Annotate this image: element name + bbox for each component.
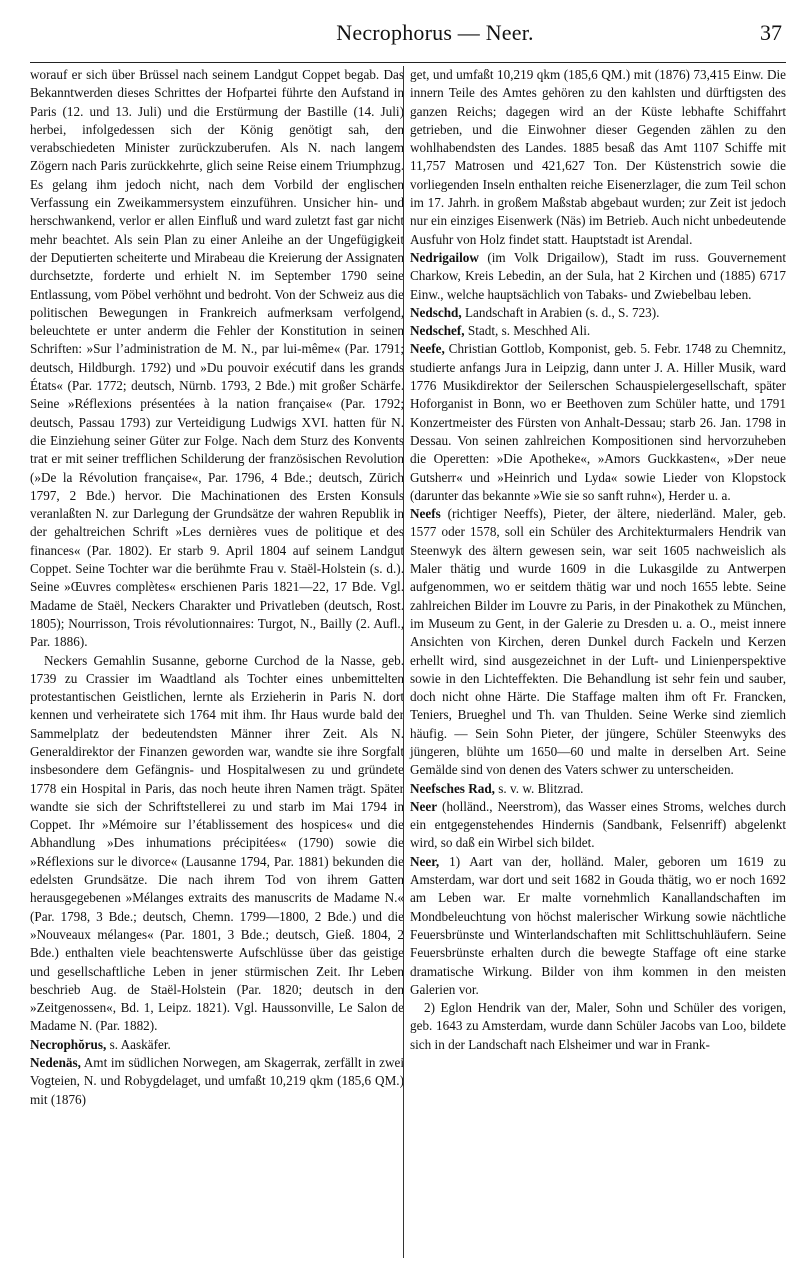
entry-text: s. v. w. Blitzrad. — [494, 780, 584, 796]
right-column — [410, 66, 786, 1054]
entry-lemma: Neefs — [410, 506, 441, 522]
entry-nedschef — [410, 322, 786, 340]
entry-nedrigailow — [410, 249, 786, 304]
paragraph-eglon-neer: 2) Eglon Hendrik van der, Maler, Sohn und Schüler des vorigen, geb. 1643 zu Amsterdam, wurde dann Schüler Jacobs van Loo, bildete sich in der Landschaft nach Elsheimer und war in Frank- — [410, 1000, 786, 1052]
entry-text: s. Aaskäfer. — [106, 1036, 171, 1052]
entry-text: Stadt, s. Meschhed Ali. — [464, 323, 591, 339]
entry-lemma: Neer, — [410, 853, 440, 869]
entry-text: Christian Gottlob, Komponist, geb. 5. Febr. 1748 zu Chemnitz, studierte anfangs Jura in Leipzig, dann unter J. A. Hiller Musik, ward 1776 Musikdirektor der Seilerschen Schauspielergesellschaft, später Hoforganist in Bonn, wo er Beethoven zum Schüler hatte, und 1791 Konzertmeister des Fürsten von Anhalt-Dessau; starb 26. Jan. 1798 in Dessau. Von seinen zahlreichen Kompositionen sind hervorzuheben die Operetten: »Die Apotheke«, »Amors Guckkasten«, »Der neue Gutsherr« und »Heinrich und Lyda« sowie Lieder von Klopstock (darunter das bekannte »Wie sie so sanft ruhn«), Herder u. a. — [410, 341, 786, 503]
entry-lemma: Neefsches Rad, — [410, 780, 495, 796]
entry-text: 1) Aart van der, holländ. Maler, geboren um 1619 zu Amsterdam, war dort und seit 1682 in Gouda thätig, wo er noch 1692 am Leben war. Er malte vornehmlich Kanallandschaften im Mondbeleuchtung von höchst malerischer Wirkung sowie nächtliche Feuersbrünste und Winterlandschaften mit Schlittschuhläufern. Seine Feuersbrünste erhalten durch die bewegte Staffage oft eine starke dramatische Wirkung. Bilder von ihm kommen in den meisten Galerien vor. — [410, 853, 786, 997]
entry-lemma: Neefe, — [410, 341, 445, 357]
entry-neer-stream — [410, 798, 786, 853]
entry-lemma: Necrophŏrus, — [30, 1036, 107, 1052]
paragraph-nedenas-continuation: get, und umfaßt 10,219 qkm (185,6 QM.) mit (1876) 73,415 Einw. Die innern Teile des Amtes gehören zu den kahlsten und dürftigsten des ganzen Reichs; dagegen wird an der Küste lebhafte Schiffahrt getrieben, und die Einwohner dieser Gegenden zählen zu den wohlhabendsten des Landes. 1885 besaß das Amt 1107 Schiffe mit 11,757 Matrosen und 421,627 Ton. Der Küstenstrich sowie die vorliegenden Inseln enthalten reiche Eisenerzlager, die zum Teil schon im 17. Jahrh. in großem Maßstab abgebaut wurden; zur Zeit ist jedoch nur ein einziges Eisenwerk (Näs) im Betrieb. Auch nicht unbedeutende Ausfuhr von Holz findet statt. Hauptstadt ist Arendal. — [410, 67, 786, 247]
entry-nedenas — [30, 1054, 404, 1109]
page-number: 37 — [760, 20, 782, 45]
paragraph-susanne-necker: Neckers Gemahlin Susanne, geborne Curchod de la Nasse, geb. 1739 zu Crassier im Waadtland als Tochter eines unbemittelten protestantischen Geistlichen, lernte als Erzieherin in Paris N. dort kennen und verheiratete sich 1764 mit ihm. Ihr Haus wurde bald der Sammelplatz der bedeutendsten Männer ihrer Zeit. Als N. Generaldirektor der Finanzen geworden war, wandte sie ihre Sorgfalt insbesondere dem Gefängnis- und Hospitalwesen zu und gründete 1778 ein Hospital in Paris, das noch heute ihren Namen trägt. Später wandte sie sich der Schriftstellerei zu und starb im Mai 1794 in Coppet. Ihr »Mémoire sur l’établissement des hospices« und die Abhandlung »Des inhumations précipitées« (1790) sowie die »Réflexions sur le divorce« (Lausanne 1794, Par. 1881) bekunden die edelsten Grundsätze. Die nach ihrem Tod von ihrem Gatten herausgegebenen »Mélanges extraits des manuscrits de Madame N.« (Par. 1798, 3 Bde.; deutsch, Chemn. 1799—1800, 2 Bde.) und die »Nouveaux mélanges« (Par. 1801, 3 Bde.; deutsch, Gieß. 1804, 2 Bde.) enthalten viele beachtenswerte Aufschlüsse über das geistige und gesellschaftliche Leben in jener stürmischen Zeit. Ihr Leben beschrieb Aug. de Staël-Holstein (Par. 1820; deutsch in den »Zeitgenossen«, Bd. 1, Leipz. 1821). Vgl. Haussonville, Le Salon de Madame N. (Par. 1882). — [30, 652, 404, 1034]
entry-lemma: Nedenäs, — [30, 1055, 81, 1071]
paragraph-necker-continuation: worauf er sich über Brüssel nach seinem Landgut Coppet begab. Das Bekanntwerden dieses Schrittes der Hofpartei führte den Aufstand in Paris (12. und 13. Juli) und die Erstürmung der Bastille (14. Juli) herbei, infolgedessen sich der König genötigt sah, den verabschiedeten Minister zurückzuberufen. Als N. nach langem Zögern nach Paris zurückkehrte, glich seine Reise einem Triumphzug. Es gelang ihm jedoch nicht, nach dem Vorbild der englischen Verfassung ein Zweikammersystem einzuführen. Unsicher hin- und herschwankend, verlor er allen Einfluß und ward zuletzt fast gar nicht mehr beachtet. Als sein Plan zu einer Anleihe an der Ungefügigkeit der Deputierten scheiterte und Mirabeau die Kreierung der Assignaten durchsetzte, forderte und erhielt N. im September 1790 seine Entlassung, vom Pöbel verhöhnt und bedroht. Von der Schweiz aus die politischen Bewegungen in Frankreich aufmerksam verfolgend, beleuchtete er unter anderm die Fehler der Konstitution in seinen Schriften: »Sur l’administration de M. N., par lui-même« (Par. 1791; deutsch, Hildburgh. 1792) und »Du pouvoir exécutif dans les grands États« (Par. 1772; deutsch, Nürnb. 1793, 2 Bde.) mit großer Schärfe. Seine »Réflexions présentées à la nation française« (Par. 1792; deutsch, Passau 1793) zur Verteidigung Ludwigs XVI. hatten für N. die Einziehung seiner Güter zur Folge. Nach dem Sturz des Konvents trat er mit seiner trefflichen Schilderung der französischen Revolution (»De la Révolution française«, Par. 1796, 4 Bde.; deutsch, Zürich 1797, 2 Bde.) hervor. Die Machinationen des Ersten Konsuls veranlaßten N. zur Darlegung der Grundsätze der wahren Republik in der gehaltreichen Schrift »Les dernières vues de politique et des finances« (Par. 1802). Er starb 9. April 1804 auf seinem Landgut Coppet. Seine Tochter war die berühmte Frau v. Staël-Holstein (s. d.). Seine »Œuvres complètes« erschienen Paris 1821—22, 17 Bde. Vgl. Madame de Staël, Neckers Charakter und Privatleben (deutsch, Rost. 1805); Nourrisson, Trois révolutionnaires: Turgot, N., Bailly (2. Aufl., Par. 1886). — [30, 67, 404, 650]
entry-text: Amt im südlichen Norwegen, am Skagerrak, zerfällt in zwei Vogteien, N. und Robygdelaget, und umfaßt 10,219 qkm (185,6 QM.) mit (1876) — [30, 1055, 404, 1107]
entry-text: (holländ., Neerstrom), das Wasser eines Stroms, welches durch ein entgegenstehendes Hindernis (Sandbank, Felsenriff) abgelenkt wird, so daß ein Wirbel sich bildet. — [410, 798, 786, 851]
entry-lemma: Nedschd, — [410, 304, 462, 320]
entry-neefsches-rad — [410, 780, 786, 798]
column-divider — [403, 66, 404, 1258]
entry-nedschd — [410, 304, 786, 322]
entry-necrophorus — [30, 1036, 404, 1054]
entry-text: (richtiger Neeffs), Pieter, der ältere, niederländ. Maler, geb. 1577 oder 1578, soll ein Schüler des Architekturmalers Hendrik van Steenwyk des ältern gewesen sein, war seit 1605 nachweislich als Maler thätig und wurde 1609 in die Lukasgilde zu Antwerpen aufgenommen, wo er seitdem thätig war und noch 1655 lebte. Seine zahlreichen Bilder im Louvre zu Paris, in der Pinakothek zu München, im Museum zu Gent, in der Galerie zu Dresden u. a. O., meist innere Ansichten von Kirchen, deren Dunkel durch Fackeln und Kerzen erhellt wird, sind ausgezeichnet in der Luft- und Linienperspektive sowie in den Lichteffekten. Die Behandlung ist sehr fein und sauber, doch nicht ohne Härte. Die Staffage malten ihm oft Fr. Francken, Teniers, Brueghel und Th. van Thulden. Seine Werke sind ziemlich häufig. — Sein Sohn Pieter, der jüngere, Schüler Steenwyks des jüngeren, blühte um 1650—60 und malte in derselben Art. Seine Gemälde sind von denen des Vaters schwer zu unterscheiden. — [410, 506, 786, 778]
entry-lemma: Nedschef, — [410, 323, 465, 339]
left-column — [30, 66, 404, 1109]
entry-neefe — [410, 340, 786, 505]
running-title: Necrophorus — Neer. — [336, 20, 534, 45]
entry-text: (im Volk Drigailow), Stadt im russ. Gouvernement Charkow, Kreis Lebedin, an der Sula, hat 2 Kirchen und (1885) 6717 Einw., welche hauptsächlich von Tabaks- und Zwiebelbau leben. — [410, 249, 786, 302]
entry-neer-painter — [410, 853, 786, 999]
entry-neefs — [410, 505, 786, 779]
header-rule — [30, 62, 786, 63]
entry-lemma: Nedrigailow — [410, 249, 479, 265]
entry-lemma: Neer — [410, 798, 438, 814]
running-head — [0, 8, 800, 48]
entry-text: Landschaft in Arabien (s. d., S. 723). — [461, 304, 660, 320]
